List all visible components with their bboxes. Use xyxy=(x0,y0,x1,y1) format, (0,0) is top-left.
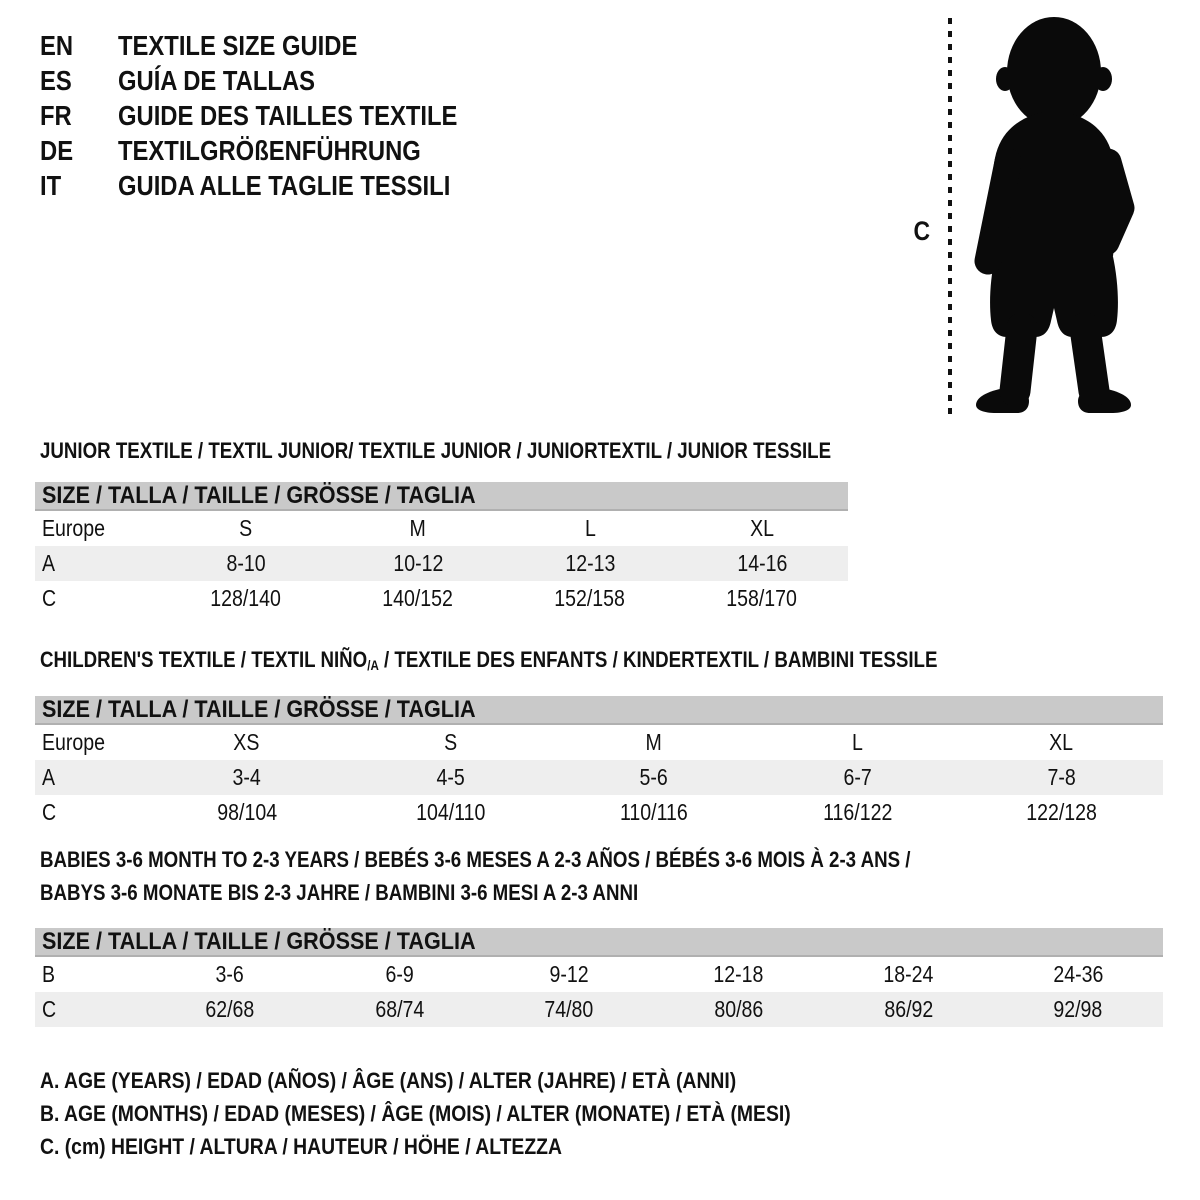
row-value-text: 158/170 xyxy=(726,585,798,611)
table-rows xyxy=(35,511,848,616)
language-code xyxy=(40,170,118,202)
legend-line-text: C. (cm) HEIGHT / ALTURA / HAUTEUR / HÖHE / ALTEZZA xyxy=(40,1134,562,1159)
legend-line xyxy=(40,1097,893,1130)
row-value-cell xyxy=(145,996,315,1023)
language-row xyxy=(40,63,517,98)
table-header-label: SIZE / TALLA / TAILLE / GRÖSSE / TAGLIA xyxy=(42,927,476,955)
row-value-cell xyxy=(959,799,1163,826)
row-value-cell xyxy=(160,515,332,542)
row-value-text: 5-6 xyxy=(639,764,669,790)
row-value-text: 6-9 xyxy=(385,961,414,987)
row-value-text: 12-13 xyxy=(564,550,615,576)
table-row xyxy=(35,957,1163,992)
row-value-text: 122/128 xyxy=(1025,799,1097,825)
row-value-text: 6-7 xyxy=(843,764,872,790)
legend-line xyxy=(40,1130,893,1163)
row-value-cell xyxy=(676,515,848,542)
row-value-text: 12-18 xyxy=(713,961,764,987)
row-label-text: B xyxy=(42,961,56,987)
row-value-cell xyxy=(959,729,1163,756)
row-label-cell xyxy=(35,764,145,791)
row-value-cell xyxy=(145,961,315,988)
legend-line xyxy=(40,1064,893,1097)
row-value-text: 92/98 xyxy=(1053,996,1103,1022)
row-value-cell xyxy=(676,550,848,577)
row-value-cell xyxy=(349,764,553,791)
row-value-text: 110/116 xyxy=(620,799,688,825)
row-label-cell xyxy=(35,729,145,756)
section-title xyxy=(40,643,1163,682)
title-pre: BABIES 3-6 MONTH TO 2-3 YEARS / BEBÉS 3-6 MESES A 2-3 AÑOS / BÉBÉS 3-6 MOIS À 2-3 ANS / xyxy=(40,847,911,872)
table-header xyxy=(35,696,1163,725)
language-label-text: TEXTILE SIZE GUIDE xyxy=(118,29,358,61)
section-childrens-textile xyxy=(35,643,1163,830)
section-junior-textile xyxy=(35,434,848,616)
size-table xyxy=(35,482,848,616)
row-value-text: XL xyxy=(750,515,774,541)
section-title-text xyxy=(40,643,937,682)
row-value-cell xyxy=(145,799,349,826)
legend-line-text: A. AGE (YEARS) / EDAD (AÑOS) / ÂGE (ANS) / ALTER (JAHRE) / ETÀ (ANNI) xyxy=(40,1068,737,1093)
row-value-cell xyxy=(654,961,824,988)
section-title xyxy=(40,434,848,467)
row-value-text: 68/74 xyxy=(375,996,424,1022)
title-post: / TEXTILE DES ENFANTS / KINDERTEXTIL / BAMBINI TESSILE xyxy=(378,647,938,672)
language-label-text: TEXTILGRÖßENFÜHRUNG xyxy=(118,134,421,166)
title-pre: CHILDREN'S TEXTILE / TEXTIL NIÑO xyxy=(40,647,368,672)
row-value-text: 7-8 xyxy=(1047,764,1076,790)
language-label xyxy=(118,100,517,132)
legend xyxy=(40,1064,893,1163)
language-label xyxy=(118,135,517,167)
row-value-cell xyxy=(993,961,1163,988)
row-value-cell xyxy=(332,515,504,542)
row-value-text: 152/158 xyxy=(554,585,626,611)
row-label-text: C xyxy=(42,799,57,825)
row-label-text: Europe xyxy=(42,729,106,755)
row-value-text: S xyxy=(239,515,253,541)
toddler-silhouette-icon xyxy=(966,14,1138,414)
row-value-cell xyxy=(504,585,676,612)
language-label-text: GUIDE DES TAILLES TEXTILE xyxy=(118,99,458,131)
language-list xyxy=(40,28,517,203)
row-value-cell xyxy=(315,961,485,988)
row-value-cell xyxy=(349,729,553,756)
height-label-text: C xyxy=(913,216,931,246)
row-value-text: 24-36 xyxy=(1053,961,1104,987)
section-title-text xyxy=(40,843,910,876)
row-label-cell xyxy=(35,996,145,1023)
row-value-cell xyxy=(504,550,676,577)
row-value-text: S xyxy=(443,729,457,755)
language-code xyxy=(40,135,118,167)
language-code xyxy=(40,65,118,97)
language-code xyxy=(40,30,118,62)
row-label-text: A xyxy=(42,550,56,576)
row-value-cell xyxy=(552,799,756,826)
row-value-text: 10-12 xyxy=(392,550,443,576)
row-value-text: 98/104 xyxy=(216,799,277,825)
row-value-text: 74/80 xyxy=(544,996,594,1022)
row-value-text: M xyxy=(409,515,427,541)
row-label-cell xyxy=(35,961,145,988)
row-value-text: 8-10 xyxy=(226,550,266,576)
title-pre: JUNIOR TEXTILE / TEXTIL JUNIOR/ TEXTILE JUNIOR / JUNIORTEXTIL / JUNIOR TESSILE xyxy=(40,438,832,463)
section-title-line xyxy=(40,843,1163,876)
row-value-text: 128/140 xyxy=(210,585,282,611)
language-label-text: GUÍA DE TALLAS xyxy=(118,64,316,96)
row-value-cell xyxy=(552,729,756,756)
language-row xyxy=(40,98,517,133)
section-title-line xyxy=(40,876,1163,909)
table-header-label: SIZE / TALLA / TAILLE / GRÖSSE / TAGLIA xyxy=(42,695,476,723)
language-label-text: GUIDA ALLE TAGLIE TESSILI xyxy=(118,169,451,201)
row-value-text: L xyxy=(852,729,864,755)
height-label xyxy=(912,216,932,247)
row-value-text: 4-5 xyxy=(436,764,465,790)
language-code-text: IT xyxy=(40,169,62,201)
title-pre: BABYS 3-6 MONATE BIS 2-3 JAHRE / BAMBINI 3-6 MESI A 2-3 ANNI xyxy=(40,880,639,905)
row-label-text: A xyxy=(42,764,56,790)
language-row xyxy=(40,133,517,168)
height-measure-dashed-line xyxy=(948,18,952,415)
row-value-cell xyxy=(332,585,504,612)
row-value-cell xyxy=(145,729,349,756)
row-value-text: 104/110 xyxy=(415,799,486,825)
size-table xyxy=(35,928,1163,1027)
table-row xyxy=(35,760,1163,795)
language-code xyxy=(40,100,118,132)
row-value-cell xyxy=(654,996,824,1023)
row-value-cell xyxy=(993,996,1163,1023)
row-value-cell xyxy=(332,550,504,577)
table-row xyxy=(35,725,1163,760)
size-table xyxy=(35,696,1163,830)
section-title-text xyxy=(40,434,831,467)
section-title-line xyxy=(40,643,1163,682)
row-label-text: Europe xyxy=(42,515,106,541)
row-value-cell xyxy=(349,799,553,826)
row-value-text: 9-12 xyxy=(549,961,589,987)
row-value-cell xyxy=(552,764,756,791)
row-value-cell xyxy=(756,764,960,791)
row-value-text: M xyxy=(645,729,663,755)
row-value-text: 86/92 xyxy=(884,996,933,1022)
row-value-cell xyxy=(756,799,960,826)
row-label-cell xyxy=(35,550,160,577)
row-value-cell xyxy=(484,996,654,1023)
row-value-text: 14-16 xyxy=(736,550,787,576)
table-row xyxy=(35,581,848,616)
row-value-text: 80/86 xyxy=(714,996,764,1022)
section-title xyxy=(40,843,1163,909)
row-value-cell xyxy=(676,585,848,612)
legend-line-text: B. AGE (MONTHS) / EDAD (MESES) / ÂGE (MOIS) / ALTER (MONATE) / ETÀ (MESI) xyxy=(40,1101,791,1126)
title-subscript: /A xyxy=(367,658,379,673)
row-label-text: C xyxy=(42,585,57,611)
table-row xyxy=(35,795,1163,830)
language-code-text: ES xyxy=(40,64,72,96)
table-row xyxy=(35,546,848,581)
row-value-text: 116/122 xyxy=(822,799,893,825)
language-code-text: FR xyxy=(40,99,72,131)
row-value-text: 140/152 xyxy=(382,585,454,611)
language-label xyxy=(118,65,517,97)
language-code-text: DE xyxy=(40,134,74,166)
row-value-cell xyxy=(504,515,676,542)
table-row xyxy=(35,992,1163,1027)
section-babies-textile xyxy=(35,843,1163,1027)
row-value-cell xyxy=(824,961,994,988)
row-value-cell xyxy=(160,550,332,577)
row-value-text: 3-6 xyxy=(215,961,244,987)
row-value-text: 18-24 xyxy=(883,961,934,987)
table-header xyxy=(35,928,1163,957)
row-label-text: C xyxy=(42,996,57,1022)
table-header xyxy=(35,482,848,511)
row-value-text: 62/68 xyxy=(205,996,255,1022)
language-row xyxy=(40,168,517,203)
language-row xyxy=(40,28,517,63)
table-rows xyxy=(35,725,1163,830)
table-row xyxy=(35,511,848,546)
row-value-cell xyxy=(145,764,349,791)
row-label-cell xyxy=(35,515,160,542)
row-value-cell xyxy=(824,996,994,1023)
row-label-cell xyxy=(35,799,145,826)
row-value-text: 3-4 xyxy=(232,764,261,790)
row-value-cell xyxy=(315,996,485,1023)
row-label-cell xyxy=(35,585,160,612)
row-value-cell xyxy=(160,585,332,612)
table-rows xyxy=(35,957,1163,1027)
section-title-line xyxy=(40,434,848,467)
language-label xyxy=(118,30,517,62)
row-value-text: L xyxy=(584,515,596,541)
row-value-cell xyxy=(484,961,654,988)
section-title-text xyxy=(40,876,638,909)
language-code-text: EN xyxy=(40,29,74,61)
row-value-cell xyxy=(756,729,960,756)
language-label xyxy=(118,170,517,202)
table-header-label: SIZE / TALLA / TAILLE / GRÖSSE / TAGLIA xyxy=(42,481,476,509)
row-value-text: XL xyxy=(1049,729,1074,755)
row-value-cell xyxy=(959,764,1163,791)
row-value-text: XS xyxy=(233,729,260,755)
